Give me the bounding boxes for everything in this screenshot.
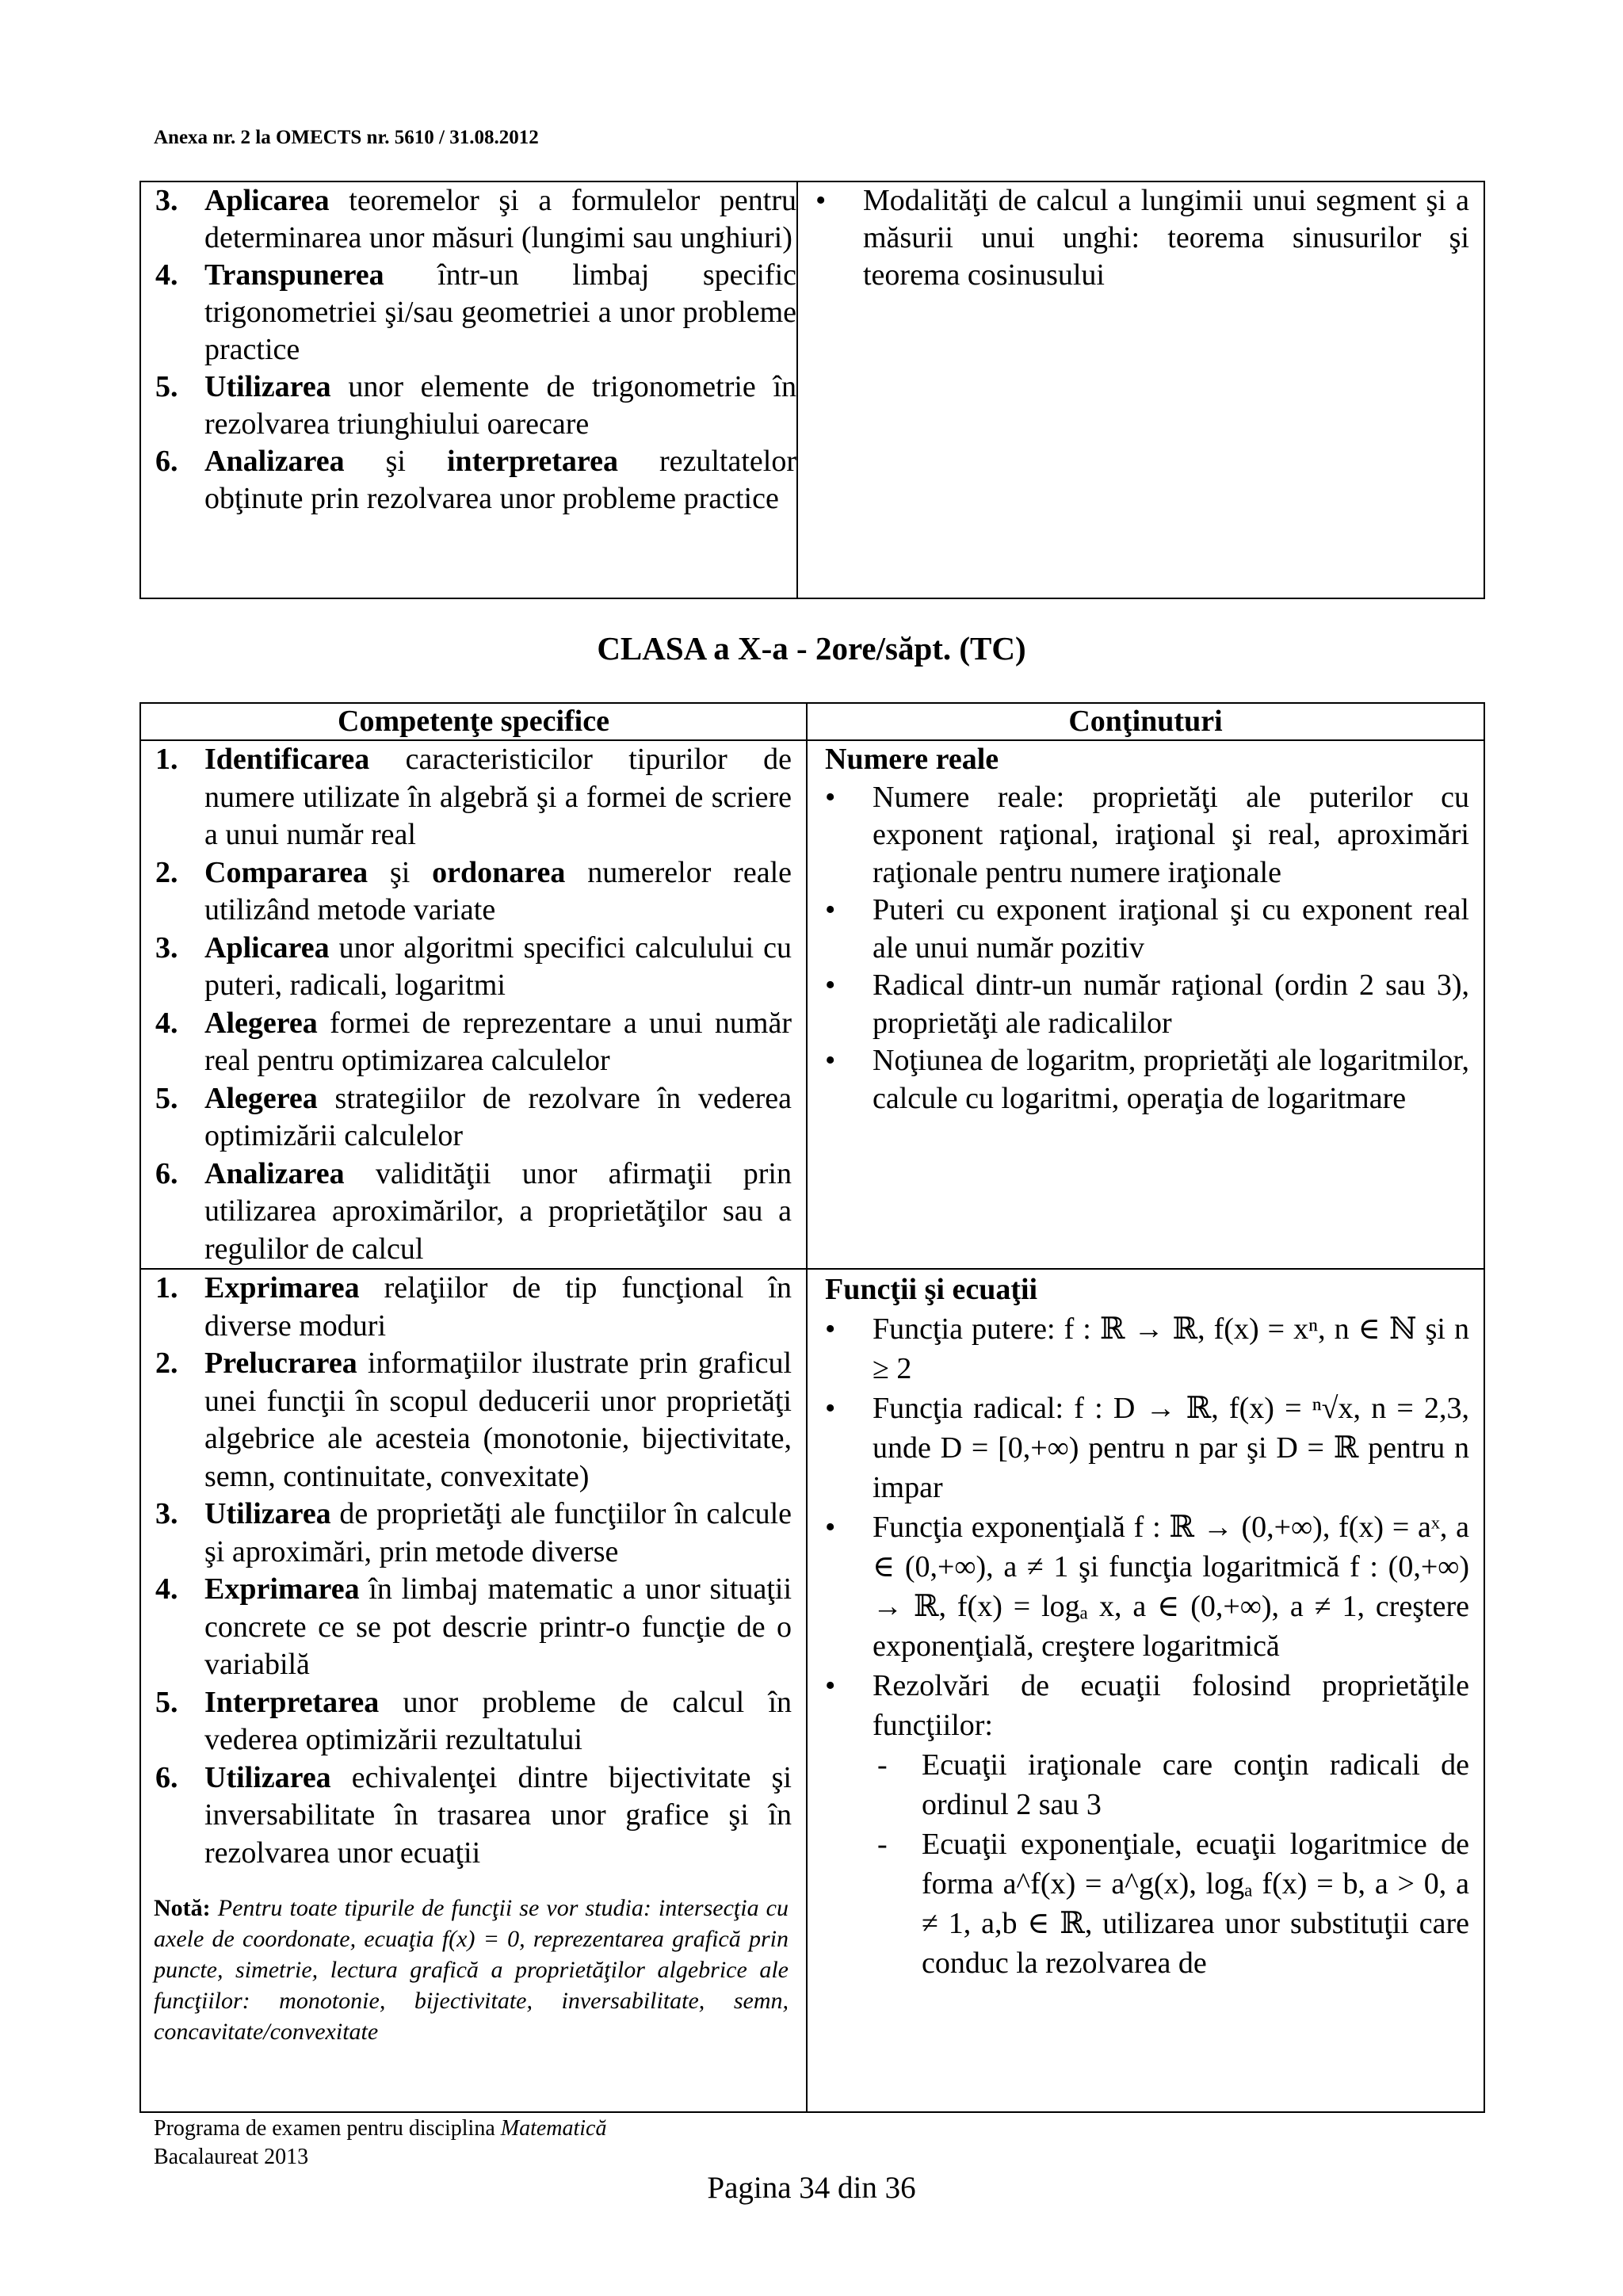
item-number: 6. [155, 1156, 178, 1190]
competenta-item [141, 1759, 792, 1873]
item-number: 5. [155, 1081, 178, 1115]
table1-left-cell [140, 181, 797, 598]
row2-left-cell [140, 1269, 807, 2112]
item-keyword: Exprimarea [204, 1572, 360, 1606]
item-keyword: Utilizarea [204, 1760, 331, 1794]
table1-right-cell [797, 181, 1484, 598]
item-text: unor algoritmi specifici calculului cu puteri, radicali, logaritmi [204, 930, 792, 1002]
continut-item: • Numere reale: proprietăţi ale puterilor cu exponent raţional, iraţional şi real, aproximări raţionale pentru numere iraţionale [808, 779, 1469, 892]
item-text: şi [344, 445, 447, 478]
item-keyword: Identificarea [204, 743, 370, 776]
item-keyword: Alegerea [204, 1081, 318, 1115]
item-number: 6. [155, 1760, 178, 1794]
section-functii-ecuatii: Funcţii şi ecuaţii [825, 1273, 1038, 1306]
item-number: 2. [155, 855, 178, 889]
row2-right-cell [807, 1269, 1484, 2112]
competenta-item [141, 369, 796, 443]
item-text: teoremelor şi a formulelor pentru determinarea unor măsuri (lungimi sau unghiuri) [204, 184, 796, 254]
item-number: 3. [155, 1497, 178, 1530]
item-number: 1. [155, 1271, 178, 1305]
col-header-competente: Competenţe specifice [140, 703, 807, 740]
col-header-continuturi: Conţinuturi [807, 703, 1484, 740]
table1-competente-list [141, 182, 796, 518]
competenta-item [141, 1005, 792, 1080]
item-keyword: Utilizarea [204, 1497, 331, 1530]
item-keyword: Interpretarea [204, 1685, 380, 1719]
item-number: 1. [155, 743, 178, 776]
nota-label: Notă: [154, 1895, 211, 1921]
item-text: caracteristicilor tipurilor de numere utilizate în algebră şi a formei de scriere a unui număr real [204, 743, 792, 851]
item-number: 5. [155, 1685, 178, 1719]
functia-radical: • Funcţia radical: f : D → ℝ, f(x) = ⁿ√x, n = 2,3, unde D = [0,+∞) pentru n par şi D = ℝ pentru n impar [808, 1389, 1469, 1507]
section-numere-reale: Numere reale [825, 743, 999, 776]
item-keyword-2: ordonarea [432, 855, 566, 889]
footer-program [154, 2115, 607, 2172]
row2-competente-list [141, 1270, 806, 1872]
table1-continuturi-list [798, 182, 1484, 294]
item-text: de proprietăţi ale funcţiilor în calcule şi aproximări, prin metode diverse [204, 1497, 792, 1568]
functia-putere: • Funcţia putere: f : ℝ → ℝ, f(x) = xⁿ, n ∈ ℕ şi n ≥ 2 [808, 1309, 1469, 1389]
item-text: formei de reprezentare a unui număr real pentru optimizarea calculelor [204, 1006, 792, 1077]
footer-line2: Bacalaureat 2013 [154, 2145, 309, 2169]
rezolvari-ecuatii [808, 1666, 1469, 1983]
item-keyword: Exprimarea [204, 1271, 360, 1305]
footer-line1-subject: Matematică [500, 2116, 607, 2141]
item-number: 6. [155, 445, 178, 478]
table-competente-2 [139, 702, 1485, 2113]
item-text: informaţiilor ilustrate prin graficul unei funcţii în scopul deducerii unor proprietăţi algebrice ale acesteia (monotonie, bijectivitate, semn, continuitate, convexitate) [204, 1347, 792, 1493]
item-text: în limbaj matematic a unor situaţii concrete ce se pot descrie printr-o funcţie de o variabilă [204, 1572, 792, 1681]
document-header: Anexa nr. 2 la OMECTS nr. 5610 / 31.08.2012 [154, 127, 539, 148]
functia-exponentiala: • Funcţia exponenţială f : ℝ → (0,+∞), f(x) = aˣ, a ∈ (0,+∞), a ≠ 1 şi funcţia logaritmică f : (0,+∞) → ℝ, f(x) = logₐ x, a ∈ (0,+∞), a ≠ 1, creştere exponenţială, creştere logaritmică [808, 1507, 1469, 1666]
row1-right-cell [807, 740, 1484, 1269]
item-text-2: numerelor reale utilizând metode variate [204, 855, 792, 926]
competenta-item [141, 1156, 792, 1269]
item-number: 4. [155, 1006, 178, 1040]
rezolvari-sub-list [808, 1745, 1469, 1983]
ecuatii-sub-item: - Ecuaţii exponenţiale, ecuaţii logaritmice de forma a^f(x) = a^g(x), logₐ f(x) = b, a > 0, a ≠ 1, a,b ∈ ℝ, utilizarea unor substituţii care conduc la rezolvarea de [873, 1824, 1469, 1983]
competenta-item [141, 1080, 792, 1156]
footer-line1-prefix: Programa de examen pentru disciplina [154, 2116, 501, 2141]
competenta-item [141, 443, 796, 518]
competenta-item [141, 1571, 792, 1684]
item-text: relaţiilor de tip funcţional în diverse moduri [204, 1271, 792, 1343]
item-text: într-un limbaj specific trigonometriei şi/sau geometriei a unor probleme practice [204, 258, 796, 366]
item-keyword: Utilizarea [204, 370, 331, 403]
competenta-item [141, 741, 792, 854]
continut-item: • Radical dintr-un număr raţional (ordin 2 sau 3), proprietăţi ale radicalilor [808, 967, 1469, 1042]
continut-item: • Puteri cu exponent iraţional şi cu exponent real ale unui număr pozitiv [808, 892, 1469, 967]
competenta-item [141, 1270, 792, 1345]
row1-competente-list [141, 741, 806, 1268]
item-text-2: rezultatelor obţinute prin rezolvarea unor probleme practice [204, 445, 796, 515]
table-competente-1 [139, 181, 1485, 599]
item-text: unor elemente de trigonometrie în rezolvarea triunghiului oarecare [204, 370, 796, 441]
item-text: şi [368, 855, 433, 889]
item-text: strategiilor de rezolvare în vederea optimizării calculelor [204, 1081, 792, 1152]
row2-continuturi-list [808, 1309, 1469, 1983]
item-keyword-2: interpretarea [447, 445, 618, 478]
page-number: Pagina 34 din 36 [707, 2171, 916, 2205]
item-number: 3. [155, 930, 178, 965]
competenta-item [141, 1684, 792, 1759]
item-number: 3. [155, 184, 178, 217]
item-keyword: Transpunerea [204, 258, 384, 292]
continut-item: • Noţiunea de logaritm, proprietăţi ale logaritmilor, calcule cu logaritmi, operaţia de logaritmare [808, 1042, 1469, 1117]
item-number: 4. [155, 258, 178, 292]
item-keyword: Alegerea [204, 1006, 318, 1040]
item-text: echivalenţei dintre bijectivitate şi inversabilitate în trasarea unor grafice şi în rezolvarea unor ecuaţii [204, 1760, 792, 1870]
row1-continuturi-list [808, 779, 1469, 1118]
row1-left-cell [140, 740, 807, 1269]
competenta-item [141, 257, 796, 369]
class-title: CLASA a X-a - 2ore/săpt. (TC) [597, 630, 1026, 667]
item-number: 2. [155, 1347, 178, 1380]
item-keyword: Prelucrarea [204, 1347, 357, 1380]
competenta-item [141, 854, 792, 930]
continut-item: • Modalităţi de calcul a lungimii unui segment şi a măsurii unui unghi: teorema sinusurilor şi teorema cosinusului [798, 182, 1469, 294]
competenta-item [141, 930, 792, 1005]
competenta-item [141, 1496, 792, 1571]
nota [141, 1893, 806, 2047]
competenta-item [141, 1345, 792, 1496]
item-keyword: Analizarea [204, 1156, 345, 1190]
item-keyword: Aplicarea [204, 184, 330, 217]
ecuatii-sub-item: - Ecuaţii iraţionale care conţin radicali de ordinul 2 sau 3 [873, 1745, 1469, 1824]
item-keyword: Analizarea [204, 445, 345, 478]
item-keyword: Compararea [204, 855, 369, 889]
rezolvari-ecuatii-text: Rezolvări de ecuaţii folosind proprietăţile funcţiilor: [873, 1669, 1469, 1742]
item-number: 4. [155, 1572, 178, 1606]
nota-text: Pentru toate tipurile de funcţii se vor studia: intersecţia cu axele de coordonate, ecuaţia f(x) = 0, reprezentarea grafică prin puncte, simetrie, lectura grafică a proprietăţilor algebrice ale funcţiilor: monotonie, bijectivitate, inversabilitate, semn, concavitate/convexitate [154, 1895, 789, 2045]
item-number: 5. [155, 370, 178, 403]
item-text: validităţii unor afirmaţii prin utilizarea aproximărilor, a proprietăţilor sau a regulilor de calcul [204, 1156, 792, 1266]
competenta-item [141, 182, 796, 257]
item-keyword: Aplicarea [204, 930, 330, 965]
item-text: unor probleme de calcul în vederea optimizării rezultatului [204, 1685, 792, 1756]
